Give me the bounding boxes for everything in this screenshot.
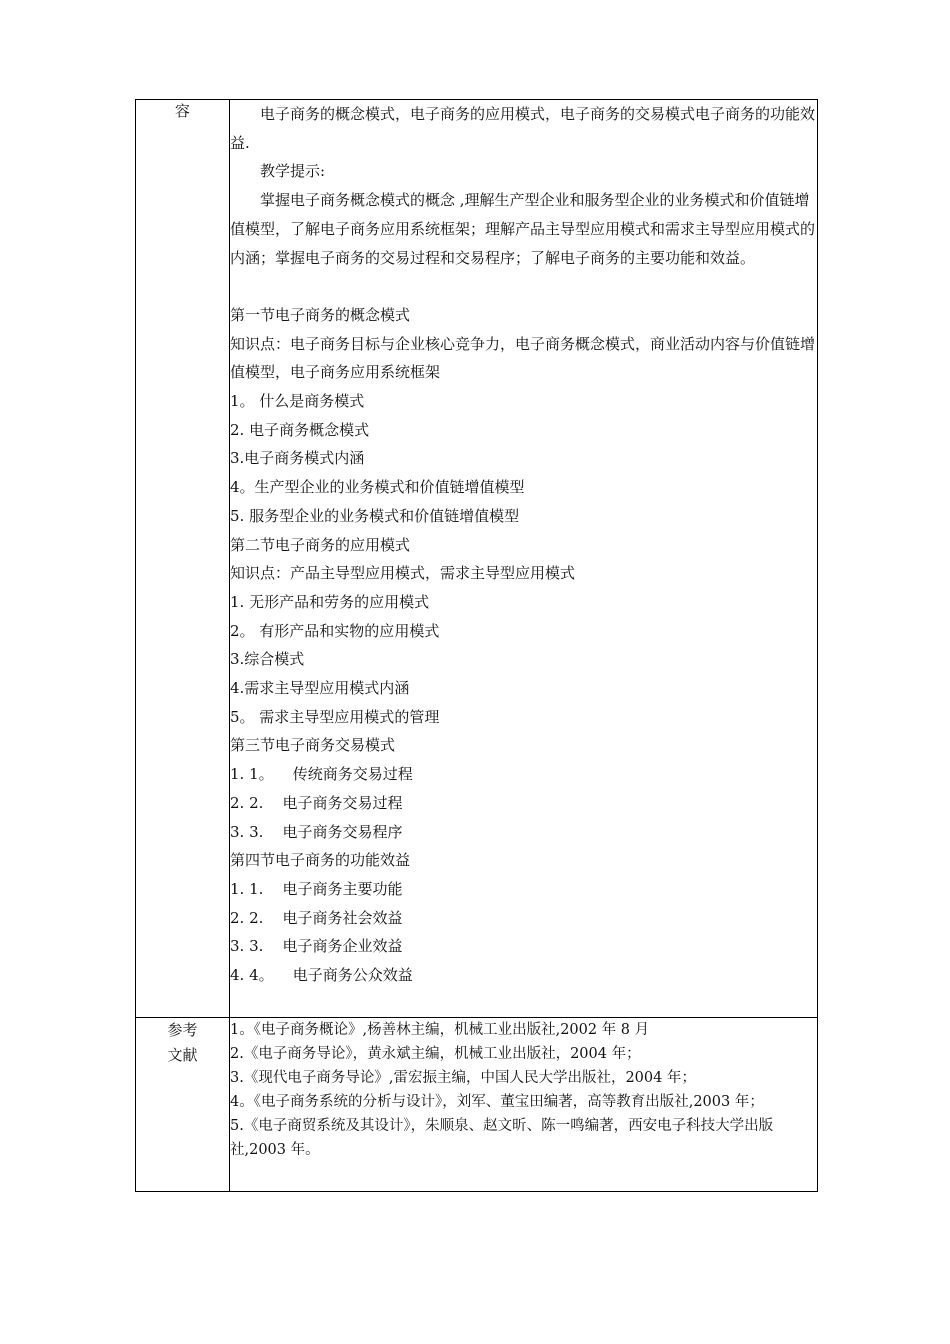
intro-summary: 电子商务的概念模式，电子商务的应用模式，电子商务的交易模式电子商务的功能效益. xyxy=(230,105,816,152)
section-title: 第四节电子商务的功能效益 xyxy=(230,851,411,870)
section-item: 1。 什么是商务模式 xyxy=(230,392,365,411)
blank-line xyxy=(230,272,817,301)
reference-item: 1。《电子商务概论》,杨善林主编，机械工业出版社,2002 年 8 月 xyxy=(230,1022,650,1038)
section-item: 5。 需求主导型应用模式的管理 xyxy=(230,707,440,726)
section-item: 4。生产型企业的业务模式和价值链增值模型 xyxy=(230,478,525,497)
reference-item: 4。《电子商务系统的分析与设计》，刘军、董宝田编著，高等教育出版社,2003 年； xyxy=(230,1094,764,1110)
section-item: 3.电子商务模式内涵 xyxy=(230,449,365,468)
references-label-line2: 文献 xyxy=(167,1046,198,1064)
section-title: 第一节电子商务的概念模式 xyxy=(230,305,411,324)
section-item: 2. 2. 电子商务社会效益 xyxy=(230,908,403,927)
section-item: 4. 4。 电子商务公众效益 xyxy=(230,966,413,985)
references-row xyxy=(136,1018,818,1192)
syllabus-table xyxy=(135,99,818,1192)
content-label-cell xyxy=(136,100,230,1018)
reference-item: 3.《现代电子商务导论》,雷宏振主编，中国人民大学出版社，2004 年； xyxy=(230,1070,696,1086)
section-item: 2。 有形产品和实物的应用模式 xyxy=(230,621,440,640)
teaching-hint-label: 教学提示: xyxy=(260,162,326,181)
section-knowledge: 知识点：产品主导型应用模式，需求主导型应用模式 xyxy=(230,564,576,583)
section-item: 1. 1。 传统商务交易过程 xyxy=(230,765,413,784)
section-item: 2. 2. 电子商务交易过程 xyxy=(230,793,403,812)
section-item: 3. 3. 电子商务企业效益 xyxy=(230,937,403,956)
section-item: 1. 无形产品和劳务的应用模式 xyxy=(230,592,430,611)
section-item: 1. 1. 电子商务主要功能 xyxy=(230,879,403,898)
section-knowledge: 知识点：电子商务目标与企业核心竞争力，电子商务概念模式，商业活动内容与价值链增值模型，电子商务应用系统框架 xyxy=(230,334,816,382)
section-item: 2. 电子商务概念模式 xyxy=(230,420,370,439)
section-item: 5. 服务型企业的业务模式和价值链增值模型 xyxy=(230,506,520,525)
references-label-cell xyxy=(136,1018,230,1192)
section-item: 3. 3. 电子商务交易程序 xyxy=(230,822,403,841)
content-row xyxy=(136,100,818,1018)
content-label: 容 xyxy=(174,102,190,120)
section-item: 3.综合模式 xyxy=(230,650,305,669)
references-label-line1: 参考 xyxy=(167,1021,198,1039)
section-title: 第三节电子商务交易模式 xyxy=(230,736,396,755)
reference-item: 5.《电子商贸系统及其设计》，朱顺泉、赵文昕、陈一鸣编著，西安电子科技大学出版社,2003 年。 xyxy=(230,1118,774,1158)
reference-item: 2.《电子商务导论》，黄永斌主编，机械工业出版社，2004 年； xyxy=(230,1046,641,1062)
teaching-hint-text: 掌握电子商务概念模式的概念 ,理解生产型企业和服务型企业的业务模式和价值链增值模型，了解电子商务应用系统框架；理解产品主导型应用模式和需求主导型应用模式的内涵；掌握电子商务的交易过程和交易程序；了解电子商务的主要功能和效益。 xyxy=(230,191,816,267)
section-title: 第二节电子商务的应用模式 xyxy=(230,535,411,554)
references-cell xyxy=(230,1018,818,1192)
content-cell xyxy=(230,100,818,1018)
section-item: 4.需求主导型应用模式内涵 xyxy=(230,679,410,698)
